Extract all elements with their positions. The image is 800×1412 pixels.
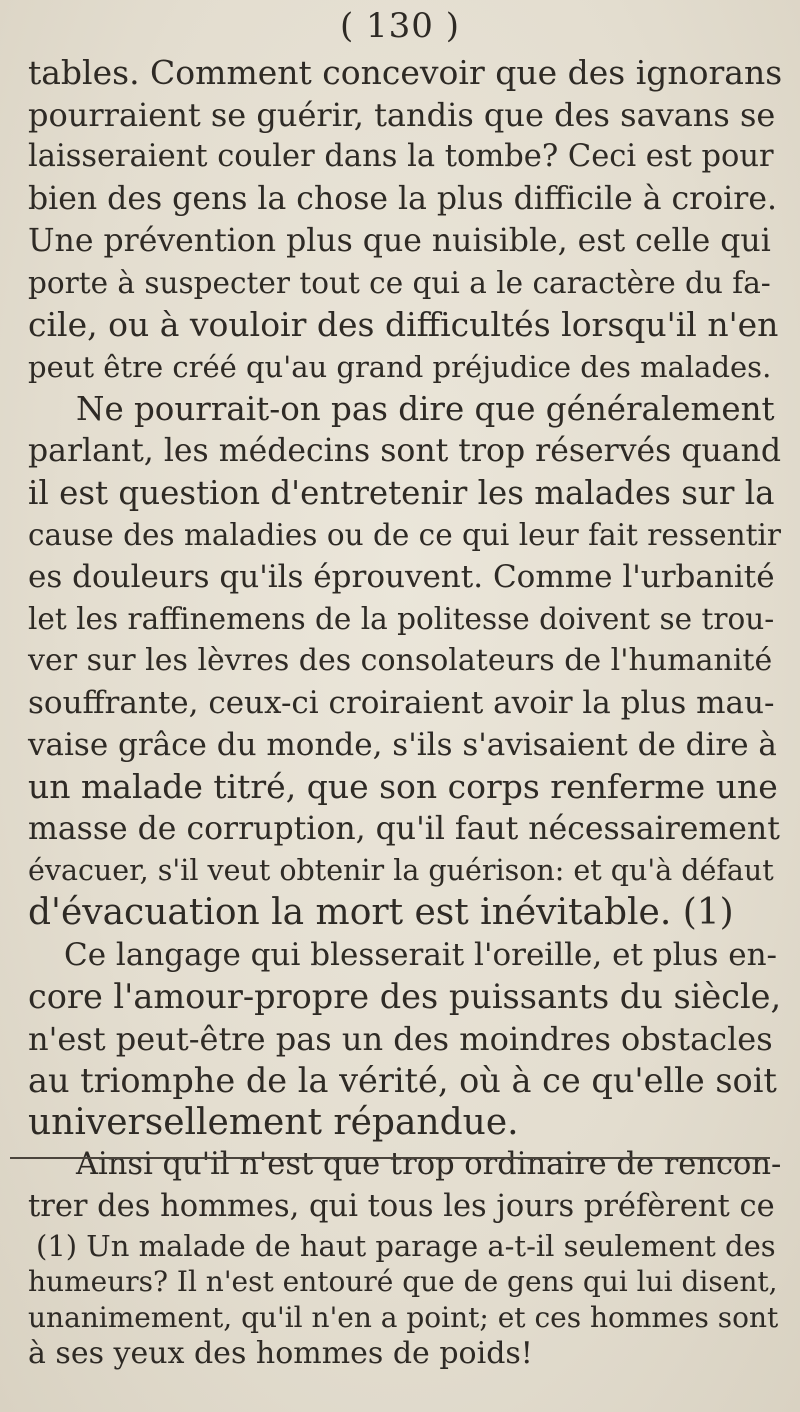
footnote-line: humeurs? Il n'est entouré que de gens qui lui disent, [28,1265,778,1298]
text-line: il est question d'entretenir les malades sur la [28,474,775,512]
text-line: core l'amour-propre des puissants du siècle, [28,977,782,1016]
text-line: porte à suspecter tout ce qui a le caractère du fa- [28,266,771,300]
text-line: tables. Comment concevoir que des ignorans [28,53,783,92]
text-line: Ainsi qu'il n'est que trop ordinaire de rencon- [76,1147,782,1182]
text-line: bien des gens la chose la plus difficile à croire. [28,181,777,217]
footnote-line: unanimement, qu'il n'en a point; et ces hommes sont [28,1301,779,1334]
text-line: un malade titré, que son corps renferme une [28,767,778,806]
text-line: laisseraient couler dans la tombe? Ceci est pour [28,139,774,174]
text-line: souffrante, ceux-ci croiraient avoir la plus mau- [28,685,775,721]
text-line: au triomphe de la vérité, où à ce qu'elle soit [28,1061,777,1100]
text-line: peut être créé qu'au grand préjudice des malades. [28,350,772,384]
text-line: trer des hommes, qui tous les jours préfèrent ce [28,1189,775,1224]
text-line: évacuer, s'il veut obtenir la guérison: et qu'à défaut [28,854,774,887]
text-line: es douleurs qu'ils éprouvent. Comme l'urbanité [28,559,775,595]
footnote-line: (1) Un malade de haut parage a-t-il seulement des [36,1229,776,1263]
text-line: universellement répandue. [28,1102,519,1143]
page-number: ( 130 ) [339,6,461,46]
text-line: d'évacuation la mort est inévitable. (1) [28,892,734,933]
text-line: cause des maladies ou de ce qui leur fait ressentir [28,518,781,552]
text-line: let les raffinemens de la politesse doivent se trou- [28,602,775,636]
footnote-line: à ses yeux des hommes de poids! [28,1336,533,1371]
text-line: n'est peut-être pas un des moindres obstacles [28,1020,773,1058]
text-line: cile, ou à vouloir des difficultés lorsqu'il n'en [28,305,779,344]
text-line: Une prévention plus que nuisible, est celle qui [28,223,771,259]
footnote-divider [10,1157,770,1159]
text-line: ver sur les lèvres des consolateurs de l'humanité [28,643,773,678]
text-line: Ce langage qui blesserait l'oreille, et plus en- [64,937,778,973]
text-line: pourraient se guérir, tandis que des savans se [28,96,776,134]
text-line: vaise grâce du monde, s'ils s'avisaient de dire à [28,727,777,763]
text-line: Ne pourrait-on pas dire que généralement [76,390,775,428]
text-line: parlant, les médecins sont trop réservés quand [28,433,782,469]
text-line: masse de corruption, qu'il faut nécessairement [28,811,780,847]
